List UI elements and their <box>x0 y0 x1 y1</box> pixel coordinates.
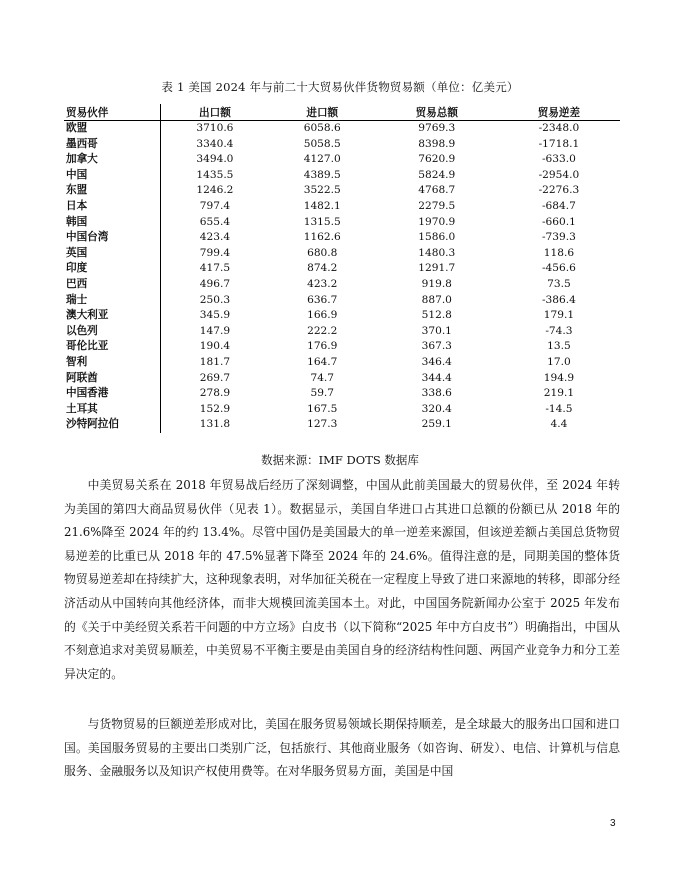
deficit-cell: -2954.0 <box>538 168 580 181</box>
total-cell: 344.4 <box>421 371 452 384</box>
partner-cell: 韩国 <box>64 215 161 231</box>
deficit-cell: -684.7 <box>541 199 576 212</box>
table-row <box>64 277 620 293</box>
partner-cell: 阿联酋 <box>64 371 161 387</box>
table-header-row <box>64 104 620 121</box>
deficit-cell: 13.5 <box>547 340 571 353</box>
total-cell: 7620.9 <box>418 153 456 166</box>
deficit-cell: -386.4 <box>541 293 576 306</box>
page-number: 3 <box>610 818 616 829</box>
total-cell: 338.6 <box>421 387 452 400</box>
partner-cell: 智利 <box>64 355 161 371</box>
table-row <box>64 121 620 137</box>
import-cell: 3522.5 <box>303 184 341 197</box>
table-row <box>64 402 620 418</box>
export-cell: 345.9 <box>199 309 231 322</box>
import-cell: 222.2 <box>307 324 338 337</box>
deficit-cell: -14.5 <box>545 402 573 415</box>
export-cell: 278.9 <box>199 387 231 400</box>
table-row <box>64 230 620 246</box>
total-cell: 259.1 <box>421 418 452 431</box>
table-body <box>64 121 620 433</box>
partner-cell: 英国 <box>64 246 161 262</box>
total-cell: 2279.5 <box>418 199 456 212</box>
table-row <box>64 137 620 153</box>
partner-cell: 土耳其 <box>64 402 161 418</box>
total-cell: 4768.7 <box>418 184 456 197</box>
export-cell: 147.9 <box>199 324 231 337</box>
partner-cell: 沙特阿拉伯 <box>64 417 161 433</box>
trade-table <box>64 104 620 433</box>
partner-cell: 中国香港 <box>64 386 161 402</box>
export-cell: 3710.6 <box>196 122 234 134</box>
total-cell: 1291.7 <box>418 262 456 275</box>
import-cell: 74.7 <box>310 371 335 384</box>
import-cell: 127.3 <box>307 418 338 431</box>
export-cell: 797.4 <box>199 199 231 212</box>
table-row <box>64 215 620 231</box>
import-cell: 5058.5 <box>303 137 341 150</box>
total-cell: 512.8 <box>421 309 452 322</box>
table-caption: 表 1 美国 2024 年与前二十大贸易伙伴货物贸易额（单位：亿美元） <box>161 80 519 94</box>
export-cell: 799.4 <box>199 246 231 259</box>
total-cell: 887.0 <box>421 293 452 306</box>
table-row <box>64 371 620 387</box>
header-export: 出口额 <box>161 104 269 121</box>
deficit-cell: 219.1 <box>543 387 575 400</box>
import-cell: 4127.0 <box>303 153 341 166</box>
partner-cell: 中国 <box>64 168 161 184</box>
import-cell: 1162.6 <box>303 231 341 244</box>
deficit-cell: -456.6 <box>541 262 576 275</box>
partner-cell: 以色列 <box>64 324 161 340</box>
import-cell: 1482.1 <box>303 199 341 212</box>
table-row <box>64 293 620 309</box>
data-source-note: 数据来源：IMF DOTS 数据库 <box>261 453 419 467</box>
import-cell: 1315.5 <box>303 215 341 228</box>
partner-cell: 瑞士 <box>64 293 161 309</box>
partner-cell: 印度 <box>64 261 161 277</box>
import-cell: 176.9 <box>307 340 338 353</box>
export-cell: 181.7 <box>199 355 231 368</box>
export-cell: 3340.4 <box>196 137 234 150</box>
import-cell: 4389.5 <box>303 168 341 181</box>
deficit-cell: 118.6 <box>543 246 575 259</box>
import-cell: 636.7 <box>307 293 338 306</box>
table-row <box>64 355 620 371</box>
table-row <box>64 417 620 433</box>
total-cell: 370.1 <box>421 324 452 337</box>
deficit-cell: -739.3 <box>541 231 576 244</box>
total-cell: 5824.9 <box>418 168 456 181</box>
deficit-cell: 179.1 <box>543 309 575 322</box>
export-cell: 655.4 <box>199 215 231 228</box>
table-row <box>64 324 620 340</box>
total-cell: 919.8 <box>421 277 452 290</box>
total-cell: 9769.3 <box>418 122 456 134</box>
export-cell: 423.4 <box>199 231 231 244</box>
deficit-cell: -2348.0 <box>538 122 580 134</box>
partner-cell: 墨西哥 <box>64 137 161 153</box>
export-cell: 131.8 <box>199 418 231 431</box>
import-cell: 423.2 <box>307 277 338 290</box>
partner-cell: 哥伦比亚 <box>64 339 161 355</box>
import-cell: 164.7 <box>307 355 338 368</box>
import-cell: 59.7 <box>310 387 335 400</box>
import-cell: 167.5 <box>307 402 338 415</box>
table-row <box>64 199 620 215</box>
header-partner: 贸易伙伴 <box>64 104 161 121</box>
table-row <box>64 152 620 168</box>
deficit-cell: 194.9 <box>543 371 575 384</box>
export-cell: 152.9 <box>199 402 231 415</box>
deficit-cell: -660.1 <box>541 215 576 228</box>
body-paragraph-2: 与货物贸易的巨额逆差形成对比，美国在服务贸易领域长期保持顺差，是全球最大的服务出口国和进口国。美国服务贸易的主要出口类别广泛，包括旅行、其他商业服务（如咨询、研发）、电信、计算机与信息服务、金融服务以及知识产权使用费等。在对华服务贸易方面，美国是中国 <box>64 717 620 779</box>
table-row <box>64 183 620 199</box>
export-cell: 190.4 <box>199 340 231 353</box>
import-cell: 680.8 <box>307 246 338 259</box>
partner-cell: 加拿大 <box>64 152 161 168</box>
table-row <box>64 339 620 355</box>
body-paragraph-1: 中美贸易关系在 2018 年贸易战后经历了深刻调整，中国从此前美国最大的贸易伙伴，至 2024 年转为美国的第四大商品贸易伙伴（见表 1）。数据显示，美国自华进口占其进口总额的份额已从 2018 年的 21.6%降至 2024 年的约 13.4%。尽管中国仍是美国最大的单一逆差来源国，但该逆差额占美国总货物贸易逆差的比重已从 2018 年的 47.5%显著下降至 2024 年的 24.6%。值得注意的是，同期美国的整体货物贸易逆差却在持续扩大，这种现象表明，对华加征关税在一定程度上导致了进口来源地的转移，即部分经济活动从中国转向其他经济体，而非大规模回流美国本土。对此，中国国务院新闻办公室于 2025 年发布的《关于中美经贸关系若干问题的中方立场》白皮书（以下简称“2025 年中方白皮书”）明确指出，中国从不刻意追求对美贸易顺差，中美贸易不平衡主要是由美国自身的经济结构性问题、两国产业竞争力和分工差异决定的。 <box>64 478 620 681</box>
partner-cell: 日本 <box>64 199 161 215</box>
total-cell: 346.4 <box>421 355 452 368</box>
export-cell: 3494.0 <box>196 153 234 166</box>
table-row <box>64 261 620 277</box>
deficit-cell: -633.0 <box>541 153 576 166</box>
total-cell: 1480.3 <box>418 246 456 259</box>
import-cell: 874.2 <box>307 262 338 275</box>
table-row <box>64 168 620 184</box>
partner-cell: 东盟 <box>64 183 161 199</box>
partner-cell: 巴西 <box>64 277 161 293</box>
partner-cell: 澳大利亚 <box>64 308 161 324</box>
table-row <box>64 308 620 324</box>
deficit-cell: -1718.1 <box>538 137 580 150</box>
total-cell: 320.4 <box>421 402 452 415</box>
export-cell: 269.7 <box>199 371 231 384</box>
header-total: 贸易总额 <box>376 104 498 121</box>
header-import: 进口额 <box>269 104 376 121</box>
import-cell: 6058.6 <box>303 122 341 134</box>
table-row <box>64 386 620 402</box>
header-deficit: 贸易逆差 <box>498 104 620 121</box>
export-cell: 1246.2 <box>196 184 234 197</box>
export-cell: 250.3 <box>199 293 231 306</box>
partner-cell: 中国台湾 <box>64 230 161 246</box>
deficit-cell: 4.4 <box>550 418 568 431</box>
total-cell: 367.3 <box>421 340 452 353</box>
deficit-cell: -2276.3 <box>538 184 580 197</box>
deficit-cell: 73.5 <box>547 277 571 290</box>
import-cell: 166.9 <box>307 309 338 322</box>
table-row <box>64 246 620 262</box>
deficit-cell: 17.0 <box>547 355 571 368</box>
total-cell: 8398.9 <box>418 137 456 150</box>
export-cell: 417.5 <box>199 262 231 275</box>
deficit-cell: -74.3 <box>545 324 573 337</box>
partner-cell: 欧盟 <box>64 121 161 137</box>
total-cell: 1586.0 <box>418 231 456 244</box>
export-cell: 1435.5 <box>196 168 234 181</box>
total-cell: 1970.9 <box>418 215 456 228</box>
export-cell: 496.7 <box>199 277 231 290</box>
